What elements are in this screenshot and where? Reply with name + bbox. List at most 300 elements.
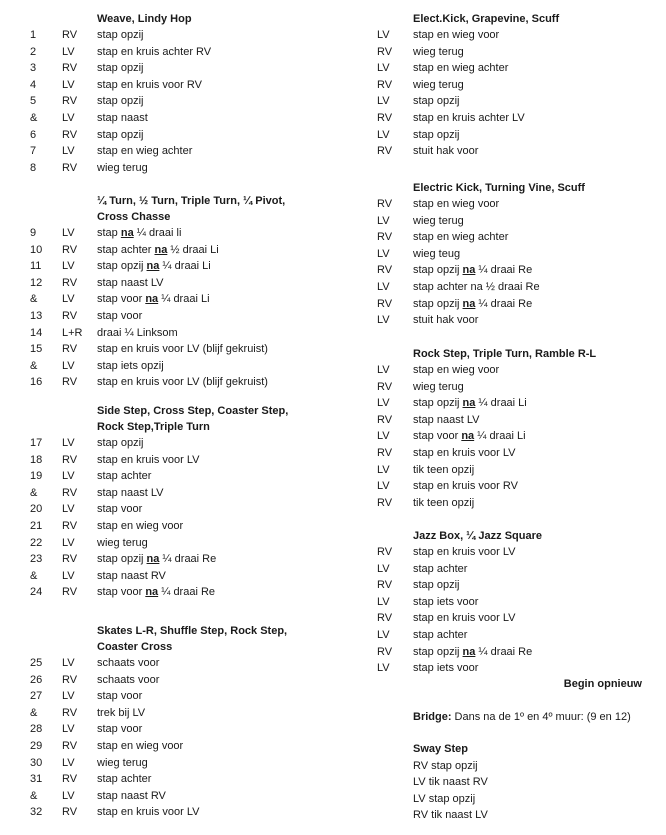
step-text: stap opzij: [97, 553, 147, 566]
step-text: wieg terug: [413, 45, 464, 58]
step-text: stap opzij: [413, 645, 463, 658]
step-description: [97, 77, 202, 94]
step-foot: LV: [377, 595, 390, 608]
step-count: 6: [30, 128, 37, 141]
step-text: stap en kruis achter RV: [97, 45, 212, 58]
step-row: [0, 705, 335, 722]
section: [0, 193, 335, 391]
step-description: [97, 160, 148, 177]
step-text: wieg terug: [97, 536, 148, 549]
step-foot: LV: [377, 463, 390, 476]
step-foot: RV: [377, 446, 393, 459]
step-row: [0, 358, 335, 375]
step-foot: RV: [62, 276, 78, 289]
step-description: [97, 568, 166, 585]
section-title: Electric Kick, Turning Vine, Scuff: [413, 182, 585, 194]
step-description: [413, 610, 516, 627]
step-row: [372, 296, 662, 313]
step-text-emphasis: na: [461, 430, 475, 443]
step-text: stap opzij: [413, 579, 460, 592]
step-row: [372, 262, 662, 279]
step-count: &: [30, 706, 38, 719]
step-description: [413, 296, 532, 313]
step-foot: RV: [62, 62, 78, 75]
step-description: [97, 771, 151, 788]
step-foot: LV: [377, 562, 390, 575]
step-description: [413, 644, 532, 661]
step-row: [372, 462, 662, 479]
step-description: [413, 544, 516, 561]
step-text: trek bij LV: [97, 706, 146, 719]
section: [372, 346, 662, 511]
step-foot: RV: [377, 78, 393, 91]
step-description: [97, 291, 210, 308]
step-row: [372, 127, 662, 144]
step-foot: RV: [62, 128, 78, 141]
step-text: stap naast RV: [97, 569, 166, 582]
step-description: [97, 804, 200, 821]
step-text: stap achter: [97, 243, 155, 256]
step-row: [372, 312, 662, 329]
step-row: [0, 341, 335, 358]
step-foot: RV: [377, 145, 393, 158]
step-text: stap en kruis voor LV (blijf gekruist): [97, 343, 268, 356]
step-text: stap naast: [97, 111, 148, 124]
step-foot: LV: [62, 260, 75, 273]
step-description: [413, 594, 478, 611]
step-foot: RV: [62, 519, 78, 532]
step-count: &: [30, 569, 38, 582]
step-row: [0, 688, 335, 705]
step-description: [97, 755, 148, 772]
step-text: stap opzij: [97, 29, 144, 41]
section-title: Side Step, Cross Step, Coaster Step,: [97, 405, 289, 417]
step-row: [372, 627, 662, 644]
step-row: [0, 435, 335, 452]
step-description: [97, 325, 178, 342]
section-title-line2: Rock Step,Triple Turn: [97, 421, 210, 433]
step-text: stap opzij: [97, 62, 144, 75]
step-description: [97, 688, 142, 705]
sway-line: RV stap opzij: [413, 760, 478, 772]
step-description: [413, 60, 508, 77]
step-row: [372, 660, 662, 677]
step-text: stap voor: [97, 586, 146, 599]
section: [0, 623, 335, 821]
step-row: [372, 213, 662, 230]
step-text: stap en kruis voor RV: [97, 78, 202, 91]
step-count: 7: [30, 145, 37, 158]
bridge-text: Dans na de 1º en 4º muur: (9 en 12): [451, 711, 631, 723]
step-text: wieg terug: [413, 78, 464, 91]
step-count: 29: [30, 739, 43, 752]
step-foot: LV: [377, 480, 390, 493]
step-count: 25: [30, 657, 43, 669]
step-row: [372, 279, 662, 296]
step-count: 19: [30, 470, 43, 483]
bridge-note: [413, 709, 631, 726]
step-row: [0, 788, 335, 805]
step-text: wieg terug: [97, 161, 148, 174]
step-foot: LV: [377, 95, 390, 108]
step-foot: LV: [62, 359, 75, 372]
step-count: 11: [30, 260, 42, 273]
step-row: [0, 110, 335, 127]
section: [0, 403, 335, 601]
step-text: stap voor: [413, 430, 462, 443]
step-row: [372, 495, 662, 512]
step-foot: RV: [377, 380, 393, 393]
step-text: stap achter: [97, 773, 152, 786]
step-foot: LV: [62, 78, 75, 91]
section-title: ¼ Turn, ½ Turn, Triple Turn, ¼ Pivot,: [97, 195, 286, 207]
step-foot: LV: [62, 437, 75, 449]
step-foot: RV: [62, 343, 78, 356]
step-foot: RV: [62, 243, 78, 256]
step-foot: RV: [377, 111, 393, 124]
step-text: stap en wieg voor: [413, 29, 500, 41]
step-description: [413, 312, 478, 329]
step-description: [97, 127, 143, 144]
step-text: stuit hak voor: [413, 314, 479, 327]
step-row: [372, 93, 662, 110]
step-row: [372, 27, 662, 44]
step-text-emphasis: na: [146, 553, 160, 566]
step-count: 32: [30, 806, 43, 819]
step-row: [0, 77, 335, 94]
step-text-rest: ¼ draai Li: [158, 293, 210, 306]
step-description: [413, 660, 478, 677]
step-text: stap en kruis voor LV: [97, 806, 200, 819]
step-text: wieg terug: [97, 756, 148, 769]
step-foot: RV: [62, 161, 78, 174]
step-description: [97, 242, 219, 259]
step-description: [97, 435, 143, 452]
step-foot: LV: [62, 470, 75, 483]
step-text: stap naast RV: [97, 789, 166, 802]
step-text: stap naast LV: [413, 413, 480, 426]
step-row: [0, 325, 335, 342]
step-foot: LV: [377, 280, 390, 293]
step-description: [97, 452, 200, 469]
step-foot: RV: [62, 29, 78, 41]
step-description: [97, 341, 268, 358]
step-text: stap opzij: [413, 264, 463, 277]
step-text-emphasis: na: [154, 243, 168, 256]
step-description: [97, 655, 159, 672]
section: [0, 11, 335, 176]
step-text-emphasis: na: [462, 297, 476, 310]
step-row: [0, 485, 335, 502]
step-text: stap voor: [97, 503, 143, 516]
step-foot: LV: [377, 128, 390, 141]
step-description: [413, 27, 499, 44]
step-foot: LV: [377, 364, 390, 376]
step-foot: LV: [62, 789, 75, 802]
step-foot: RV: [377, 612, 393, 625]
step-description: [413, 110, 525, 127]
step-count: &: [30, 293, 38, 306]
step-count: &: [30, 486, 38, 499]
step-row: [0, 672, 335, 689]
step-text: stap en kruis achter LV: [413, 111, 525, 124]
step-description: [413, 495, 474, 512]
step-text-rest: ¼ draai Re: [475, 645, 533, 658]
step-text: stap opzij: [97, 260, 147, 273]
step-count: 10: [30, 243, 43, 256]
step-row: [372, 110, 662, 127]
step-row: [372, 644, 662, 661]
step-count: 22: [30, 536, 43, 549]
step-text: stap en kruis voor LV: [413, 612, 516, 625]
step-count: 17: [30, 437, 43, 449]
step-description: [413, 229, 508, 246]
section: [372, 180, 662, 329]
step-row: [0, 584, 335, 601]
step-foot: RV: [377, 546, 393, 558]
step-row: [372, 544, 662, 561]
sway-line: RV tik naast LV: [413, 808, 488, 821]
step-text: stap voor: [97, 309, 143, 322]
step-row: [372, 77, 662, 94]
step-description: [413, 279, 540, 296]
step-description: [413, 379, 464, 396]
step-text: stuit hak voor: [413, 145, 479, 158]
step-text: stap achter na ½ draai Re: [413, 280, 540, 293]
step-description: [97, 110, 148, 127]
step-description: [413, 412, 479, 429]
step-row: [372, 594, 662, 611]
step-count: 16: [30, 376, 43, 389]
step-description: [97, 308, 142, 325]
step-foot: LV: [377, 214, 390, 227]
step-row: [0, 535, 335, 552]
section-title: Rock Step, Triple Turn, Ramble R-L: [413, 348, 597, 360]
step-description: [97, 374, 268, 391]
step-row: [0, 27, 335, 44]
step-row: [372, 143, 662, 160]
begin-again-note: Begin opnieuw: [563, 678, 642, 690]
step-count: 26: [30, 673, 43, 686]
step-row: [0, 160, 335, 177]
step-text: stap achter: [413, 562, 468, 575]
step-foot: LV: [62, 536, 75, 549]
step-description: [413, 213, 464, 230]
step-text-rest: ½ draai Li: [167, 243, 219, 256]
step-text-emphasis: na: [145, 586, 159, 599]
step-row: [0, 291, 335, 308]
step-row: [0, 308, 335, 325]
step-row: [372, 610, 662, 627]
step-foot: RV: [62, 739, 78, 752]
step-count: 3: [30, 62, 37, 75]
step-foot: LV: [62, 569, 75, 582]
step-description: [97, 705, 145, 722]
step-row: [0, 258, 335, 275]
step-row: [372, 561, 662, 578]
step-description: [97, 143, 192, 160]
step-foot: RV: [377, 579, 393, 592]
step-count: 30: [30, 756, 43, 769]
step-text-rest: ¼ draai Re: [475, 297, 533, 310]
step-row: [0, 655, 335, 672]
step-foot: LV: [62, 145, 75, 158]
step-description: [97, 44, 211, 61]
step-text: stap iets voor: [413, 662, 479, 675]
step-foot: LV: [377, 430, 390, 443]
step-text: wieg teug: [413, 247, 461, 260]
step-text: stap en wieg achter: [97, 145, 193, 158]
step-row: [0, 468, 335, 485]
step-text: stap voor: [97, 723, 143, 736]
step-description: [97, 535, 148, 552]
step-row: [0, 771, 335, 788]
step-row: [0, 452, 335, 469]
step-foot: RV: [62, 376, 78, 389]
step-foot: RV: [62, 453, 78, 466]
step-text: schaats voor: [97, 673, 160, 686]
step-description: [97, 358, 164, 375]
step-description: [97, 721, 142, 738]
step-row: [372, 60, 662, 77]
step-count: 18: [30, 453, 43, 466]
step-text-emphasis: na: [462, 397, 476, 410]
step-row: [0, 374, 335, 391]
step-row: [0, 738, 335, 755]
step-description: [413, 262, 532, 279]
step-description: [413, 577, 459, 594]
step-foot: RV: [377, 496, 393, 509]
step-text-rest: ¼ draai Li: [474, 430, 526, 443]
step-foot: LV: [377, 628, 390, 641]
step-text: stap opzij: [413, 397, 463, 410]
step-text: stap achter: [413, 628, 468, 641]
step-description: [97, 258, 211, 275]
section: [372, 11, 662, 160]
step-count: 28: [30, 723, 43, 736]
step-row: [372, 246, 662, 263]
step-text: stap en kruis voor LV: [413, 446, 516, 459]
step-count: 12: [30, 276, 43, 289]
step-foot: LV: [62, 111, 75, 124]
step-count: 24: [30, 586, 43, 599]
step-text-emphasis: na: [145, 293, 159, 306]
step-text: stap opzij: [413, 128, 460, 141]
step-description: [97, 584, 215, 601]
step-row: [372, 395, 662, 412]
step-description: [97, 672, 159, 689]
sway-title: Sway Step: [413, 743, 469, 755]
sway-line: LV stap opzij: [413, 792, 476, 805]
step-row: [0, 60, 335, 77]
step-text: stap en wieg voor: [97, 519, 184, 532]
step-text: stap en wieg voor: [413, 364, 500, 376]
step-count: 1: [30, 29, 37, 41]
step-description: [413, 561, 467, 578]
step-row: [0, 143, 335, 160]
step-row: [0, 568, 335, 585]
step-description: [413, 93, 459, 110]
step-text-rest: ¼ draai Li: [475, 397, 527, 410]
step-count: 9: [30, 227, 37, 239]
step-text: stap voor: [97, 690, 143, 703]
step-foot: RV: [377, 645, 393, 658]
step-text: stap voor: [97, 293, 146, 306]
step-text: stap opzij: [413, 95, 460, 108]
step-row: [372, 362, 662, 379]
step-description: [413, 428, 526, 445]
step-text: stap en kruis voor RV: [413, 480, 518, 493]
step-text: stap en kruis voor LV: [97, 453, 200, 466]
step-row: [372, 577, 662, 594]
step-foot: LV: [62, 657, 75, 669]
step-foot: RV: [377, 297, 393, 310]
step-text: stap opzij: [97, 128, 144, 141]
step-foot: LV: [377, 314, 390, 327]
step-description: [413, 44, 464, 61]
step-foot: RV: [377, 413, 393, 426]
step-row: [372, 428, 662, 445]
step-text-emphasis: na: [146, 260, 160, 273]
step-foot: LV: [62, 503, 75, 516]
step-row: [0, 93, 335, 110]
step-row: [372, 478, 662, 495]
step-row: [372, 196, 662, 213]
step-text: stap iets opzij: [97, 359, 164, 372]
step-text-rest: ¼ draai li: [133, 227, 182, 239]
step-foot: LV: [62, 723, 75, 736]
step-row: [372, 412, 662, 429]
step-description: [97, 225, 181, 242]
step-foot: RV: [62, 309, 78, 322]
step-row: [0, 518, 335, 535]
step-description: [97, 788, 166, 805]
step-foot: RV: [377, 264, 393, 277]
step-foot: LV: [377, 29, 390, 41]
step-row: [0, 755, 335, 772]
step-text: stap en wieg achter: [413, 231, 509, 244]
section-title: Skates L-R, Shuffle Step, Rock Step,: [97, 625, 288, 637]
step-description: [97, 93, 143, 110]
step-text-rest: ¼ draai Re: [475, 264, 533, 277]
step-text: schaats voor: [97, 657, 160, 669]
step-row: [372, 229, 662, 246]
step-description: [413, 478, 518, 495]
step-foot: RV: [62, 586, 78, 599]
step-text: tik teen opzij: [413, 496, 475, 509]
step-count: 2: [30, 45, 37, 58]
step-count: &: [30, 359, 38, 372]
step-description: [413, 362, 499, 379]
step-text: stap naast LV: [97, 486, 164, 499]
step-count: &: [30, 111, 38, 124]
step-count: 13: [30, 309, 43, 322]
step-foot: RV: [62, 95, 78, 108]
section: [372, 528, 662, 677]
step-row: [0, 551, 335, 568]
step-count: 14: [30, 326, 43, 339]
step-foot: LV: [62, 227, 75, 239]
step-text-rest: ¼ draai Re: [158, 586, 216, 599]
step-text: wieg terug: [413, 214, 464, 227]
step-description: [97, 60, 143, 77]
step-row: [0, 275, 335, 292]
step-description: [413, 143, 478, 160]
step-count: 4: [30, 78, 37, 91]
step-count: 5: [30, 95, 37, 108]
step-count: 15: [30, 343, 43, 356]
step-foot: RV: [62, 806, 78, 819]
